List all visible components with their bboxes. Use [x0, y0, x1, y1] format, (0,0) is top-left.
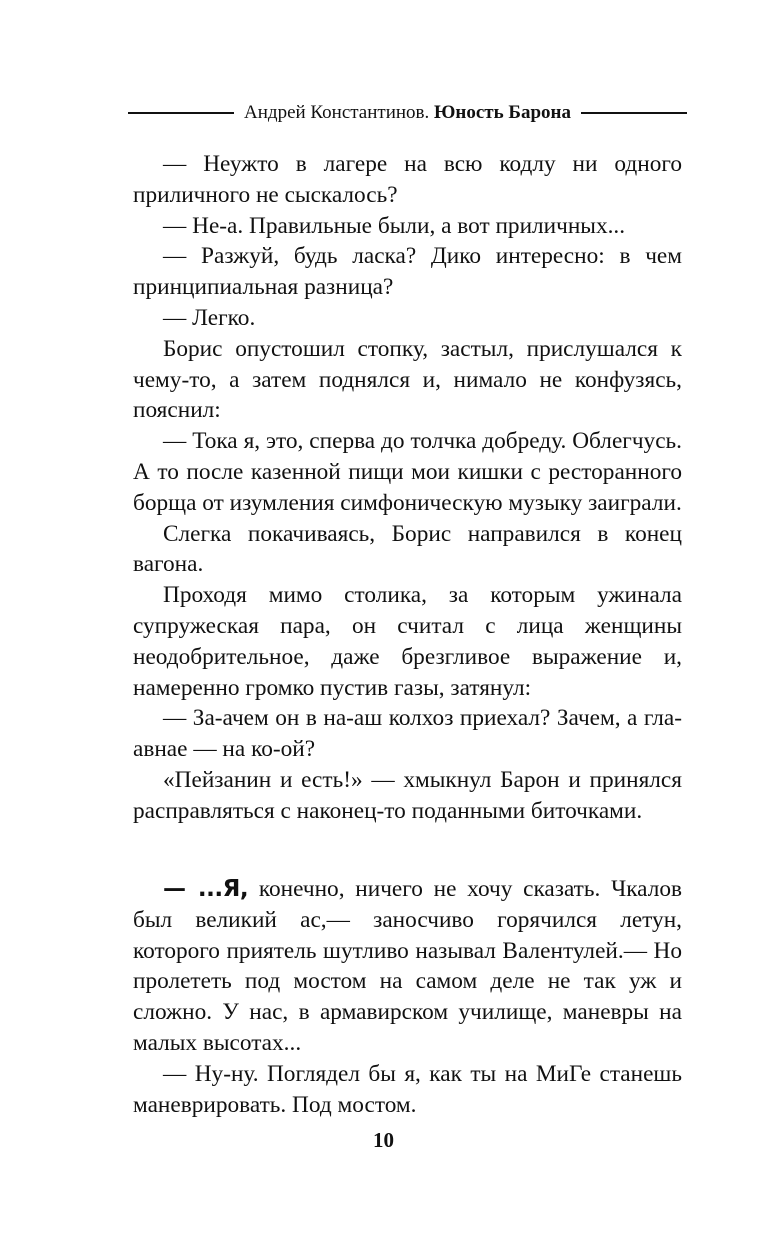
paragraph: — Тока я, это, сперва до толчка добреду. Облегчусь. А то после казенной пищи мои кишки с ресторанного борща от изумления симфоническую музыку заиграли.: [133, 428, 682, 516]
paragraph: — За-ачем он в на-аш колхоз приехал? Зачем, а гла-авнае — на ко-ой?: [133, 705, 682, 763]
paragraph: — Ну-ну. Поглядел бы я, как ты на МиГе станешь маневрировать. Под мостом.: [133, 1060, 682, 1118]
header-rule-right: [581, 112, 687, 114]
header-book-title: Юность Барона: [434, 102, 571, 123]
paragraph: Слегка покачиваясь, Борис направился в конец вагона.: [133, 520, 682, 578]
page-number: 10: [373, 1128, 394, 1152]
section-two-text: [133, 874, 682, 1120]
paragraph: — Неужто в лагере на всю кодлу ни одного приличного не сыскалось?: [133, 151, 682, 208]
paragraph: — Разжуй, будь ласка? Дико интересно: в чем принципиальная разница?: [133, 243, 682, 301]
paragraph: Проходя мимо столика, за которым ужинала супружеская пара, он считал с лица женщины неодобрительное, даже брезгливое выражение и, намеренно громко пустив газы, затянул:: [133, 582, 682, 701]
header-text: [234, 102, 581, 124]
header-author: Андрей Константинов.: [244, 102, 430, 123]
header-rule-left: [128, 112, 234, 114]
paragraph: Борис опустошил стопку, застыл, прислушался к чему-то, а затем поднялся и, нимало не конфузясь, пояснил:: [133, 335, 682, 424]
paragraph: — Легко.: [163, 304, 256, 331]
section-lead-in: — ...Я,: [163, 876, 249, 902]
running-head: [128, 100, 687, 126]
paragraph: «Пейзанин и есть!» — хмыкнул Барон и принялся расправляться с наконец-то поданными биточками.: [133, 766, 682, 824]
section-one-text: [133, 149, 682, 827]
section-opening-text: конечно, ничего не хочу сказать. Чкалов был великий ас,— заносчиво горячился летун, которого приятель шутливо называл Валентулей.— Но пролететь под мостом на самом деле не так уж и сложно. У нас, в армавирском училище, маневры на малых высотах...: [133, 876, 682, 1056]
paragraph: — Не-а. Правильные были, а вот приличных...: [163, 212, 626, 239]
section-opening-paragraph: [133, 874, 682, 1059]
